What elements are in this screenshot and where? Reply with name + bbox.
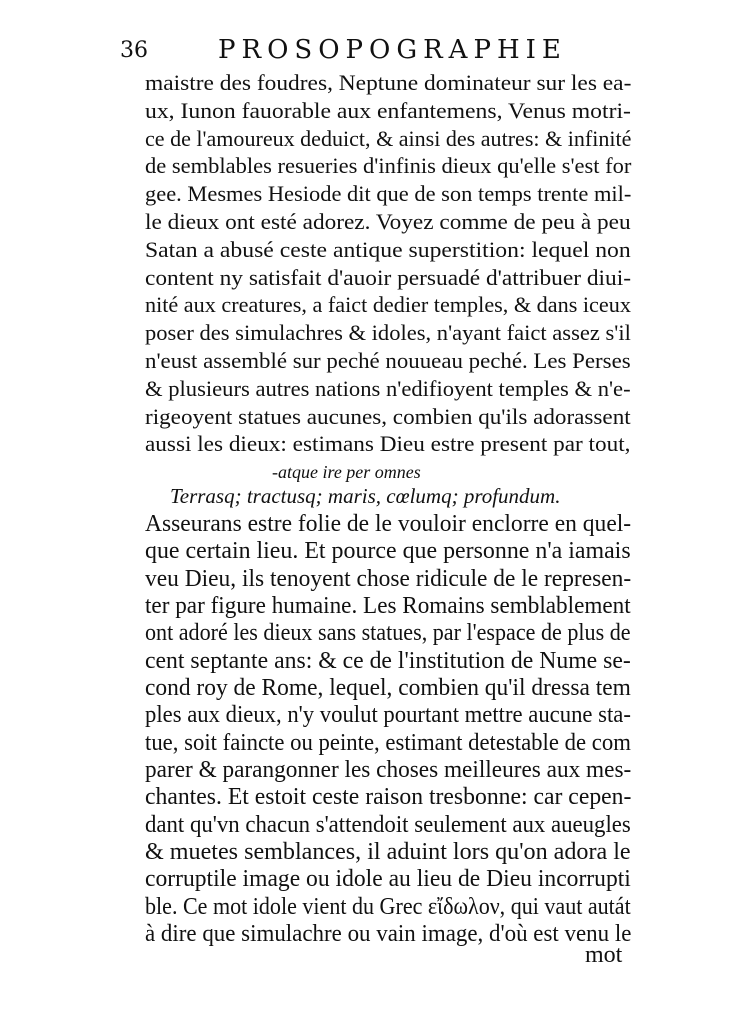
text-line: ples aux dieux, n'y voulut pourtant mettre aucune sta- (145, 701, 631, 728)
text-line: cent septante ans: & ce de l'institution de Nume se- (145, 647, 631, 674)
text-line: cond roy de Rome, lequel, combien qu'il dressa tem (145, 674, 631, 701)
text-line: poser des simulachres & idoles, n'ayant faict assez s'il (145, 320, 631, 345)
text-line: Satan a abusé ceste antique superstition: lequel non (145, 237, 631, 262)
text-line: ce de l'amoureux deduict, & ainsi des autres: & infinité (145, 126, 632, 151)
text-line: corruptile image ou idole au lieu de Dieu incorrupti (145, 865, 631, 892)
text-line: content ny satisfait d'auoir persuadé d'attribuer diui- (145, 265, 631, 290)
text-line: que certain lieu. Et pource que personne n'a iamais (145, 537, 631, 564)
text-line: n'eust assemblé sur peché nouueau peché. Les Perses (145, 348, 631, 373)
text-line: le dieux ont esté adorez. Voyez comme de peu à peu (145, 209, 631, 234)
catchword: mot (585, 942, 623, 968)
page-number: 36 (120, 38, 148, 63)
text-line: ter par figure humaine. Les Romains semblablement (145, 592, 631, 619)
text-line: rigeoyent statues aucunes, combien qu'ils adorassent (145, 404, 631, 429)
text-line: ux, Iunon fauorable aux enfantemens, Venus motri- (145, 98, 631, 123)
text-line: gee. Mesmes Hesiode dit que de son temps trente mil- (145, 181, 632, 206)
text-line: veu Dieu, ils tenoyent chose ridicule de le represen- (145, 565, 632, 592)
text-line: aussi les dieux: estimans Dieu estre present par tout, (145, 431, 631, 456)
text-line: Asseurans estre folie de le vouloir enclorre en quel- (145, 510, 632, 537)
text-line: ont adoré les dieux sans statues, par l'espace de plus de (145, 619, 631, 646)
text-line: à dire que simulachre ou vain image, d'où est venu le (145, 920, 632, 947)
text-line: & plusieurs autres nations n'edifioyent temples & n'e- (145, 376, 631, 401)
text-line: parer & parangonner les choses meilleures aux mes- (145, 756, 632, 783)
text-line: tue, soit faincte ou peinte, estimant detestable de com (145, 729, 631, 756)
text-line: dant qu'vn chacun s'attendoit seulement aux aueugles (145, 811, 631, 838)
text-line: ble. Ce mot idole vient du Grec εἴδωλον, qui vaut autát (145, 893, 631, 920)
verse-line: -atque ire per omnes (272, 462, 421, 482)
text-line: de semblables resueries d'infinis dieux qu'elle s'est for (145, 153, 632, 178)
running-head: PROSOPOGRAPHIE (218, 35, 567, 65)
text-line: nité aux creatures, a faict dedier temples, & dans iceux (145, 292, 631, 317)
text-line: maistre des foudres, Neptune dominateur sur les ea- (145, 70, 632, 95)
text-line: chantes. Et estoit ceste raison tresbonne: car cepen- (145, 783, 632, 810)
text-line: & muetes semblances, il aduint lors qu'on adora le (145, 838, 631, 865)
verse-line: Terrasq; tractusq; maris, cœlumq; profundum. (170, 484, 561, 508)
